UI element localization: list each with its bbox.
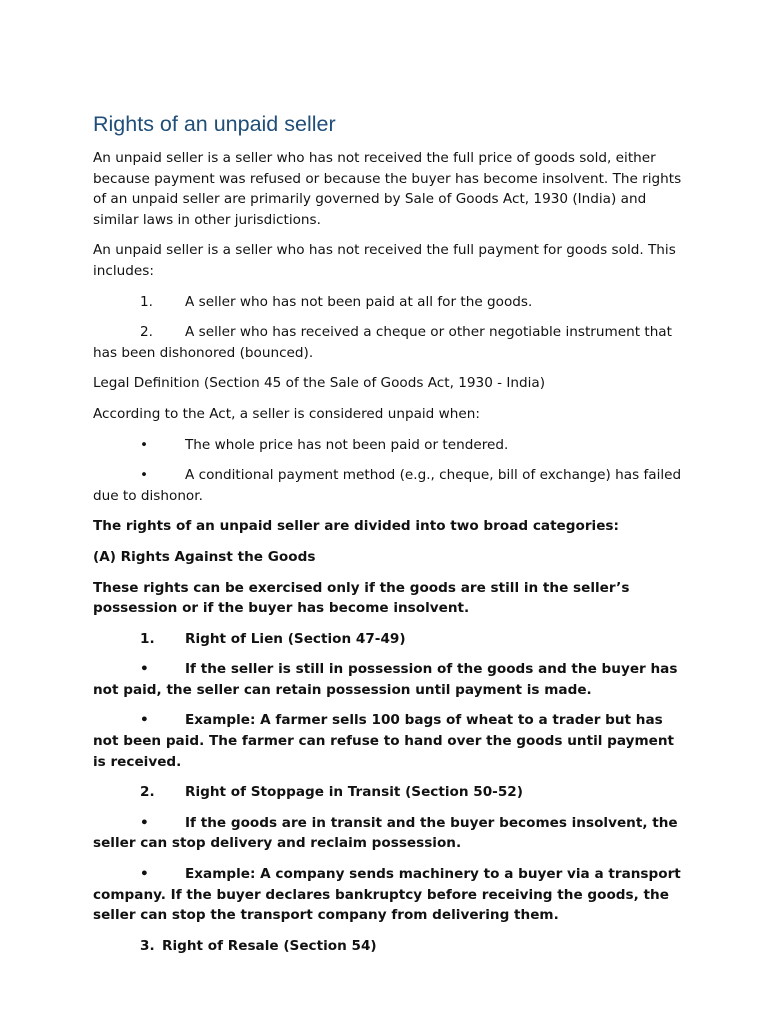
list-marker: 3. bbox=[140, 937, 155, 954]
bullet-marker: • bbox=[140, 866, 149, 883]
list-item bbox=[93, 292, 683, 313]
list-item bbox=[93, 322, 683, 363]
intro-paragraph-1: An unpaid seller is a seller who has not received the full price of goods sold, either because payment was refused or because the buyer has become insolvent. The rights of an unpaid seller are primarily governed by Sale of Goods Act, 1930 (India) and similar laws in other jurisdictions. bbox=[93, 150, 682, 228]
list-item-text: A seller who has not been paid at all for the goods. bbox=[185, 293, 533, 310]
list-marker: 1. bbox=[140, 293, 153, 310]
intro-paragraph-2: An unpaid seller is a seller who has not received the full payment for goods sold. This includes: bbox=[93, 242, 676, 279]
bullet-marker: • bbox=[140, 712, 149, 729]
list-item-text: If the seller is still in possession of the goods and the buyer has not paid, the seller can retain possession until payment is made. bbox=[93, 661, 678, 698]
document-page bbox=[93, 110, 683, 966]
list-item bbox=[93, 629, 683, 650]
bullet-marker: • bbox=[140, 436, 149, 453]
section-a-description: These rights can be exercised only if the goods are still in the seller’s possession or if the buyer has become insolvent. bbox=[93, 579, 630, 617]
section-a-heading: (A) Rights Against the Goods bbox=[93, 548, 316, 565]
list-item bbox=[93, 465, 683, 506]
list-item bbox=[93, 864, 683, 926]
list-item-text: If the goods are in transit and the buyer becomes insolvent, the seller can stop delivery and reclaim possession. bbox=[93, 814, 678, 852]
rights-heading: The rights of an unpaid seller are divided into two broad categories: bbox=[93, 518, 619, 535]
list-item bbox=[93, 435, 683, 456]
list-item bbox=[93, 936, 683, 957]
list-item-text: A seller who has received a cheque or other negotiable instrument that has been dishonored (bounced). bbox=[93, 324, 672, 361]
bullet-marker: • bbox=[140, 814, 149, 831]
list-item-text: Example: A farmer sells 100 bags of wheat to a trader but has not been paid. The farmer can refuse to hand over the goods until payment is received. bbox=[93, 712, 675, 770]
list-marker: 2. bbox=[140, 784, 155, 801]
according-line: According to the Act, a seller is considered unpaid when: bbox=[93, 405, 480, 422]
list-item-text: Right of Resale (Section 54) bbox=[162, 937, 377, 954]
list-item-text: The whole price has not been paid or tendered. bbox=[185, 436, 509, 453]
document-title: Rights of an unpaid seller bbox=[93, 112, 336, 136]
bullet-marker: • bbox=[140, 661, 149, 678]
list-item-text: Example: A company sends machinery to a buyer via a transport company. If the buyer declares bankruptcy before receiving the goods, the seller can stop the transport company from delivering them. bbox=[93, 866, 681, 924]
list-marker: 1. bbox=[140, 630, 155, 647]
list-item-text: Right of Stoppage in Transit (Section 50-52) bbox=[185, 784, 523, 801]
list-item-text: Right of Lien (Section 47-49) bbox=[185, 630, 406, 647]
list-item bbox=[93, 659, 683, 700]
list-item-text: A conditional payment method (e.g., cheque, bill of exchange) has failed due to dishonor. bbox=[93, 467, 682, 504]
list-item bbox=[93, 782, 683, 803]
list-item bbox=[93, 813, 683, 854]
list-item bbox=[93, 710, 683, 772]
list-marker: 2. bbox=[140, 324, 153, 341]
legal-definition-line: Legal Definition (Section 45 of the Sale of Goods Act, 1930 - India) bbox=[93, 375, 546, 392]
bullet-marker: • bbox=[140, 467, 149, 484]
